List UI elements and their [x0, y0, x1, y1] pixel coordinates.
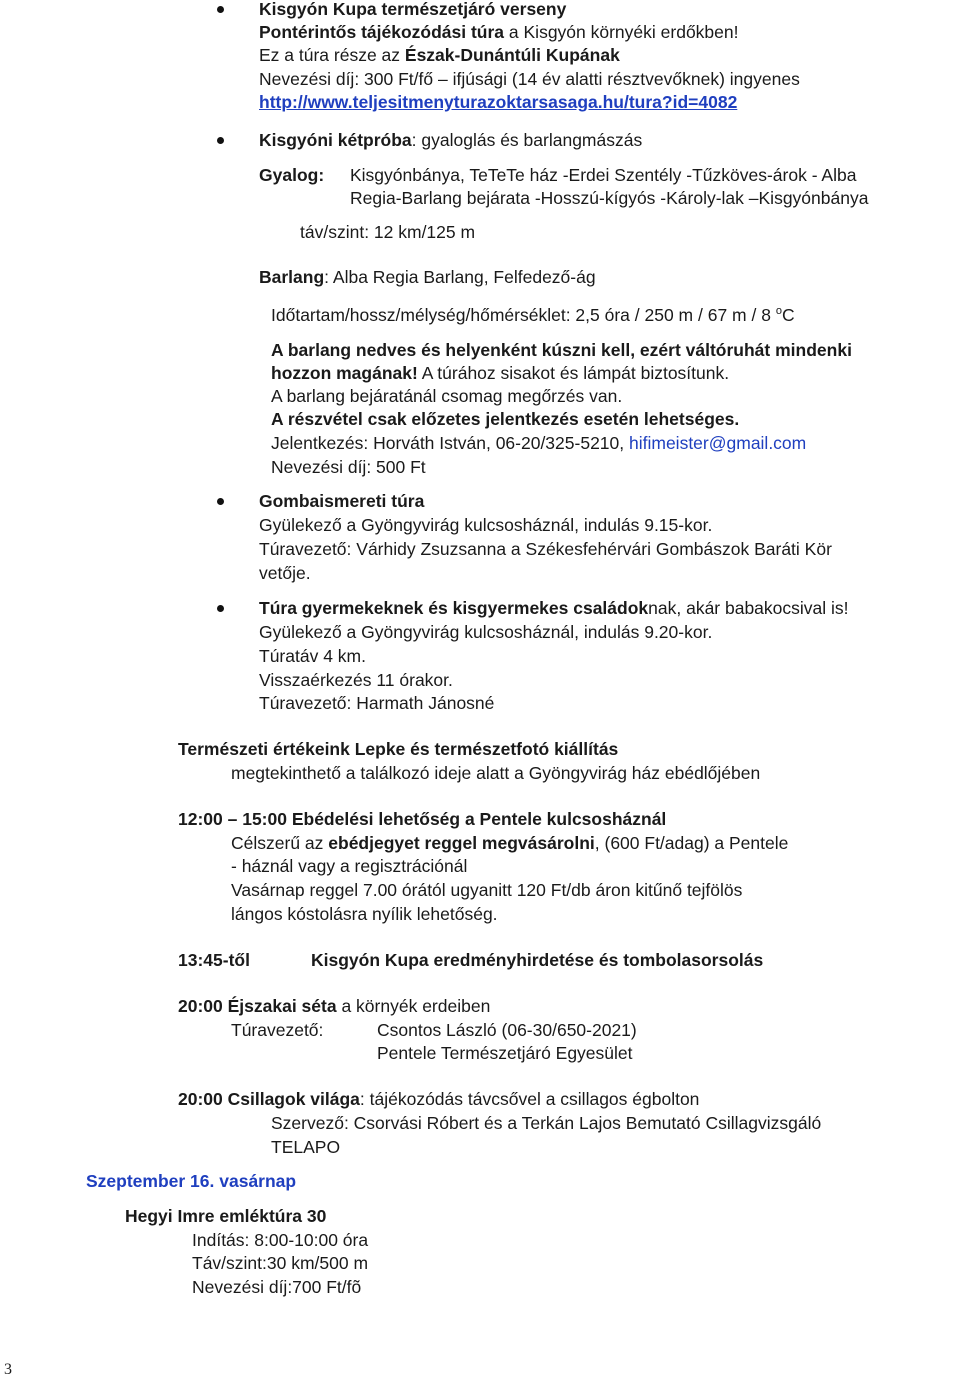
ebed-pre: Célszerű az — [231, 833, 329, 853]
bullet-point — [217, 498, 224, 505]
ebed-line-2: - háznál vagy a regisztrációnál — [231, 856, 468, 876]
warning-bold: hozzon magának! — [271, 363, 418, 383]
jelentkezes-line — [271, 432, 806, 455]
gomba-line-1: Gyülekező a Gyöngyvirág kulcsosháznál, indulás 9.15-kor. — [259, 515, 713, 535]
bullet-point — [217, 605, 224, 612]
warning-rest: A túrához sisakot és lámpát biztosítunk. — [417, 363, 730, 383]
gyalog-route-1: Kisgyónbánya, TeTeTe ház -Erdei Szentély -Tűzköves-árok - Alba — [350, 165, 857, 185]
barlang-rest: : Alba Regia Barlang, Felfedező-ág — [324, 267, 596, 287]
eredmeny-time: 13:45-től — [178, 950, 250, 970]
kupa-bold: Észak-Dunántúli Kupának — [404, 45, 620, 65]
ejszakai-rest: a környék erdeiben — [336, 996, 491, 1016]
ejszakai-bold: 20:00 Éjszakai séta — [178, 996, 337, 1016]
ketproba-title — [259, 129, 642, 152]
kisgyon-kupa-title: Kisgyón Kupa természetjáró verseny — [259, 0, 567, 19]
hegyi-line-2: Táv/szint:30 km/500 m — [192, 1253, 369, 1273]
csillag-rest: : tájékozódás távcsővel a csillagos égbolton — [359, 1089, 700, 1109]
bullet-point — [217, 137, 224, 144]
ejszakai-title — [178, 995, 490, 1018]
hegyi-title: Hegyi Imre emléktúra 30 — [125, 1206, 327, 1226]
eredmeny-title: Kisgyón Kupa eredményhirdetése és tombolasorsolás — [311, 950, 764, 970]
gyermek-line-2: Túratáv 4 km. — [259, 646, 366, 666]
gyalog-label: Gyalog: — [259, 165, 325, 185]
warning-line-1: A barlang nedves és helyenként kúszni kell, ezért váltóruhát mindenki — [271, 340, 852, 360]
day-heading: Szeptember 16. vasárnap — [86, 1171, 297, 1191]
kiallitas-line: megtekinthető a találkozó ideje alatt a Gyöngyvirág ház ebédlőjében — [231, 763, 761, 783]
csillag-line-1: Szervező: Csorvási Róbert és a Terkán Lajos Bemutató Csillagvizsgáló — [271, 1113, 822, 1133]
gyermek-line-4: Túravezető: Harmath Jánosné — [259, 693, 495, 713]
ebed-rest: , (600 Ft/adag) a Pentele — [594, 833, 789, 853]
nevezesi-dij-line: Nevezési díj: 300 Ft/fő – ifjúsági (14 év alatti résztvevőknek) ingyenes — [259, 69, 800, 89]
degree-sign: o — [775, 305, 782, 317]
kiallitas-title: Természeti értékeink Lepke és természetfotó kiállítás — [178, 739, 619, 759]
gomba-line-2: Túravezető: Várhidy Zsuzsanna a Székesfehérvári Gombászok Baráti Kör — [259, 539, 832, 559]
tura-link[interactable]: http://www.teljesitmenyturazoktarsasaga.hu/tura?id=4082 — [259, 92, 738, 112]
idotartam-text: Időtartam/hossz/mélység/hőmérséklet: 2,5 óra / 250 m / 67 m / 8 — [271, 305, 776, 325]
ejszakai-egyesulet: Pentele Természetjáró Egyesület — [377, 1043, 633, 1063]
barlang-bold: Barlang — [259, 267, 325, 287]
pontérintős-line — [259, 21, 739, 44]
bullet-point — [217, 6, 224, 13]
kupa-pre: Ez a túra része az — [259, 45, 405, 65]
ebed-line-3: Vasárnap reggel 7.00 órától ugyanitt 120 Ft/db áron kitűnő tejfölös — [231, 880, 743, 900]
csillag-line-2: TELAPO — [271, 1137, 341, 1157]
nevezesi-dij-500: Nevezési díj: 500 Ft — [271, 457, 426, 477]
gyermek-rest: nak, akár babakocsival is! — [648, 598, 849, 618]
reszvetel-line: A részvétel csak előzetes jelentkezés esetén lehetséges. — [271, 409, 740, 429]
ketproba-bold: Kisgyóni kétpróba — [259, 130, 412, 150]
hegyi-line-1: Indítás: 8:00-10:00 óra — [192, 1230, 369, 1250]
gyermek-title — [259, 597, 849, 620]
ebed-bold: ebédjegyet reggel megvásárolni — [328, 833, 595, 853]
idotartam-line — [271, 304, 795, 330]
hegyi-line-3: Nevezési díj:700 Ft/fõ — [192, 1277, 362, 1297]
tav-szint: táv/szint: 12 km/125 m — [300, 222, 476, 242]
ebed-title: 12:00 – 15:00 Ebédelési lehetőség a Pentele kulcsosháznál — [178, 809, 667, 829]
celsius-unit: C — [781, 305, 795, 325]
ebed-line-4: lángos kóstolásra nyílik lehetőség. — [231, 904, 498, 924]
gomba-title: Gombaismereti túra — [259, 491, 425, 511]
gyermek-line-1: Gyülekező a Gyöngyvirág kulcsosháznál, indulás 9.20-kor. — [259, 622, 713, 642]
email-link[interactable]: hifimeister@gmail.com — [629, 433, 807, 453]
pont-rest: a Kisgyón környéki erdőkben! — [504, 22, 739, 42]
ejszakai-vezeto-name: Csontos László (06-30/650-2021) — [377, 1020, 637, 1040]
gyalog-route-2: Regia-Barlang bejárata -Hosszú-kígyós -Károly-lak –Kisgyónbánya — [350, 188, 869, 208]
csillag-bold: 20:00 Csillagok világa — [178, 1089, 360, 1109]
ketproba-rest: : gyaloglás és barlangmászás — [411, 130, 643, 150]
csomag-line: A barlang bejáratánál csomag megőrzés van. — [271, 386, 623, 406]
pont-bold: Pontérintős tájékozódási túra — [259, 22, 505, 42]
kupa-part-line — [259, 44, 620, 67]
gyermek-bold: Túra gyermekeknek és kisgyermekes családok — [259, 598, 649, 618]
gyermek-line-3: Visszaérkezés 11 órakor. — [259, 670, 453, 690]
gomba-line-3: vetője. — [259, 563, 311, 583]
csillag-title — [178, 1088, 699, 1111]
warning-line-2 — [271, 362, 729, 385]
barlang-line — [259, 266, 596, 289]
jelentkezes-text: Jelentkezés: Horváth István, 06-20/325-5210, — [271, 433, 629, 453]
ebed-line-1 — [231, 832, 788, 855]
ejszakai-vezeto-label: Túravezető: — [231, 1020, 324, 1040]
page-number: 3 — [4, 1361, 12, 1378]
